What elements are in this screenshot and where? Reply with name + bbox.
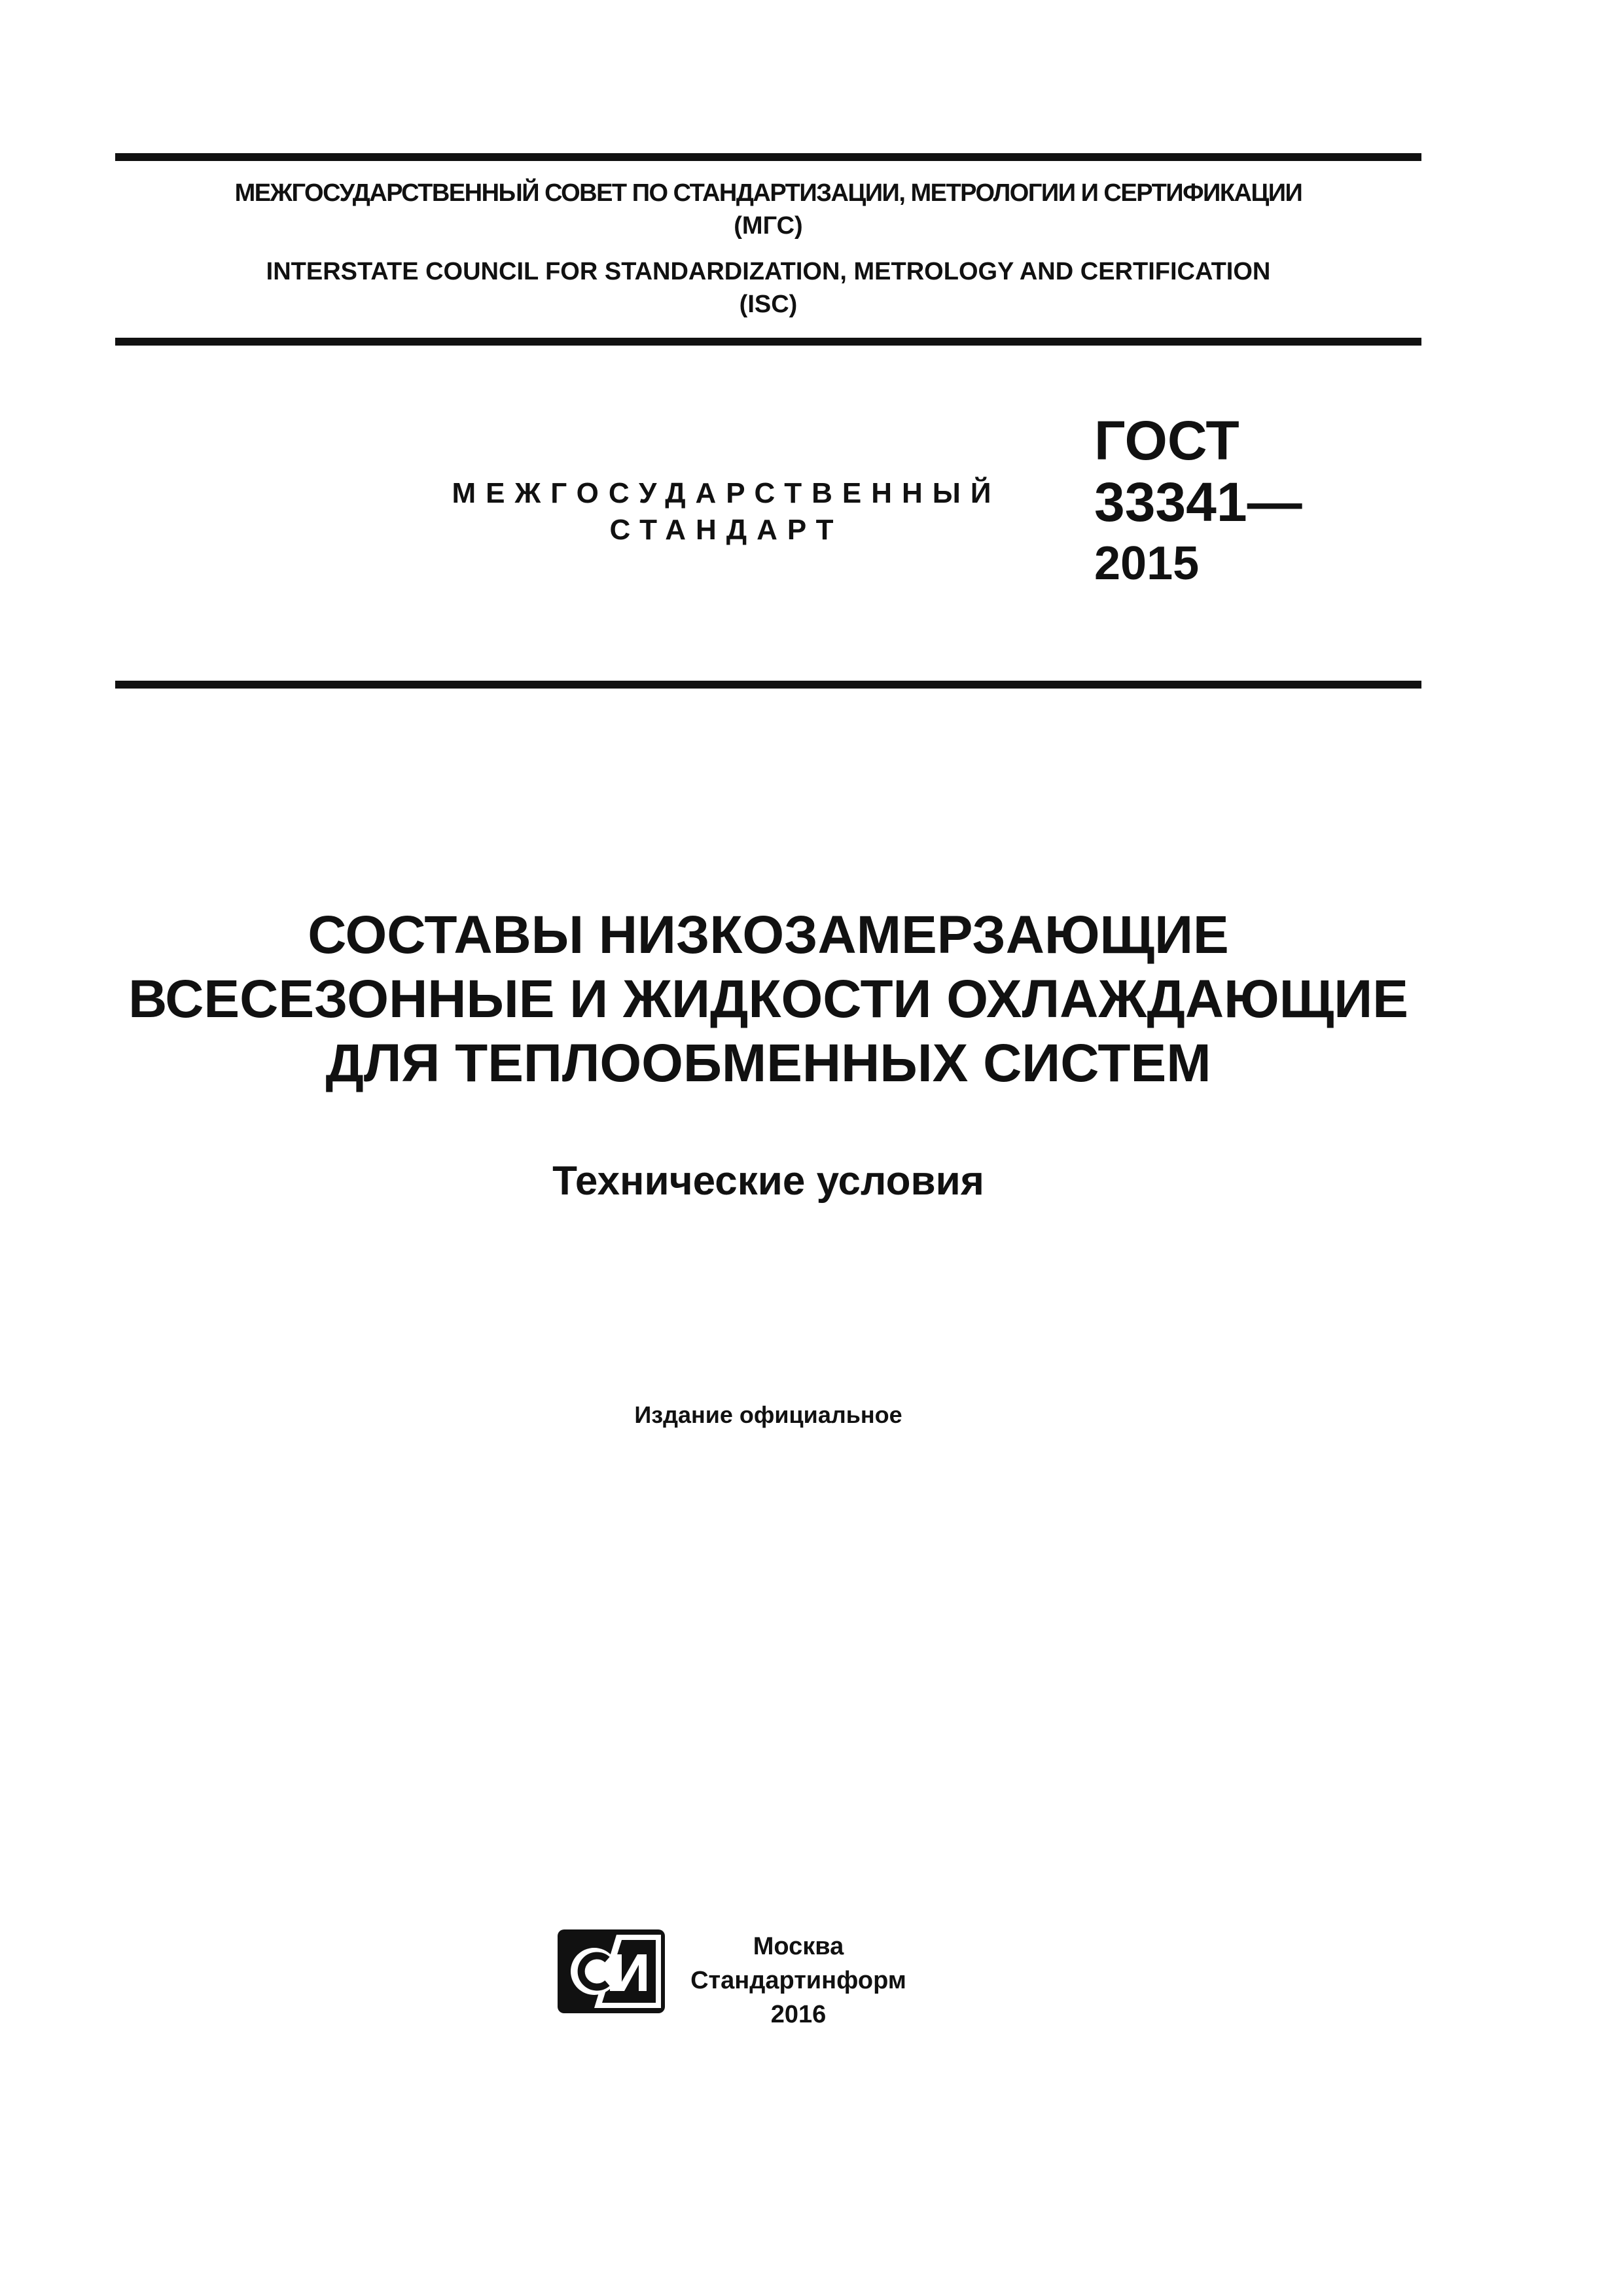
document-title — [115, 903, 1421, 1096]
document-subtitle: Технические условия — [552, 1158, 984, 1204]
standard-kind-line1: МЕЖГОСУДАРСТВЕННЫЙ — [452, 477, 1001, 509]
publisher-city: Москва — [753, 1933, 844, 1960]
council-name-en: INTERSTATE COUNCIL FOR STANDARDIZATION, METROLOGY AND CERTIFICATION — [266, 258, 1271, 285]
gost-label: ГОСТ — [1094, 410, 1240, 471]
header-bottom-rule — [115, 338, 1421, 346]
standard-kind-line2: СТАНДАРТ — [609, 514, 844, 546]
publisher-block — [681, 1929, 916, 2032]
publisher-name: Стандартинформ — [690, 1967, 906, 1994]
gost-number: 33341— — [1094, 471, 1302, 533]
gost-year: 2015 — [1094, 537, 1200, 590]
standartinform-logo-icon — [556, 1927, 666, 2016]
edition-note: Издание официальное — [634, 1401, 902, 1428]
council-name-ru: МЕЖГОСУДАРСТВЕННЫЙ СОВЕТ ПО СТАНДАРТИЗАЦИИ, МЕТРОЛОГИИ И СЕРТИФИКАЦИИ — [234, 179, 1302, 207]
top-rule — [115, 153, 1421, 161]
designation-bottom-rule — [115, 681, 1421, 689]
document-title-line3: ДЛЯ ТЕПЛООБМЕННЫХ СИСТЕМ — [325, 1033, 1211, 1093]
standard-kind — [366, 475, 1086, 548]
gost-designation — [1094, 410, 1302, 594]
council-abbr-ru: (МГС) — [734, 212, 803, 240]
document-title-line2: ВСЕСЕЗОННЫЕ И ЖИДКОСТИ ОХЛАЖДАЮЩИЕ — [128, 969, 1408, 1029]
document-title-line1: СОСТАВЫ НИЗКОЗАМЕРЗАЮЩИЕ — [308, 905, 1229, 965]
publisher-year: 2016 — [770, 2001, 827, 2028]
council-abbr-en: (ISC) — [739, 291, 798, 318]
